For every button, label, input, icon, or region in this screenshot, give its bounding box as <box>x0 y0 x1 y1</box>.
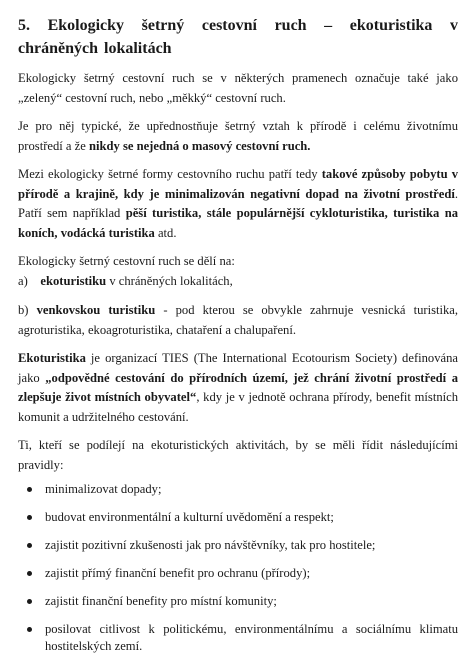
paragraph-typical <box>18 117 458 156</box>
section-heading: 5. Ekologicky šetrný cestovní ruch – ekoturistika v chráněných lokalitách <box>18 17 458 57</box>
paragraph-forms-text-2: . Patří sem například <box>18 186 458 220</box>
division-item-a-bold: ekoturistiku <box>40 273 107 288</box>
paragraph-division: Ekologicky šetrný cestovní ruch se dělí na: <box>18 254 235 268</box>
ecotourism-text-2: , kdy je v jednotě ochrana přírody, benefit místních komunit a udržitelného cestování. <box>18 390 459 424</box>
paragraph-typical-text: Je pro něj typické, že upřednostňuje šetrný vztah k přírodě i celému životnímu prostředí a že <box>18 119 458 153</box>
rules-list <box>18 481 458 655</box>
ecotourism-term: Ekoturistika <box>18 351 86 365</box>
division-item-b-text: - pod kterou se obvykle zahrnuje vesnická turistika, agroturistika, ekoagroturistika, chataření a chalupaření. <box>18 303 459 337</box>
list-item: zajistit finanční benefity pro místní komunity; <box>18 593 458 610</box>
list-item: zajistit pozitivní zkušenosti jak pro návštěvníky, tak pro hostitele; <box>18 537 458 554</box>
paragraph-forms <box>18 165 458 243</box>
division-item-a-prefix: a) <box>18 273 41 288</box>
document-page <box>18 14 458 666</box>
paragraph-forms-text-1: Mezi ekologicky šetrné formy cestovního ruchu patří tedy <box>18 167 322 181</box>
division-item-b-bold: venkovskou turistiku <box>36 303 156 317</box>
list-item: zajistit přímý finanční benefit pro ochranu (přírody); <box>18 565 458 582</box>
paragraph-typical-bold: nikdy se nejedná o masový cestovní ruch. <box>88 138 311 153</box>
ecotourism-quote: „odpovědné cestování do přírodních území, jež chrání životní prostředí a zlepšuje život místních obyvatel“ <box>18 370 458 404</box>
division-item-b <box>18 301 458 340</box>
paragraph-rules-intro: Ti, kteří se podílejí na ekoturistických aktivitách, by se měli řídit následujícími pravidly: <box>18 438 458 472</box>
division-item-a-text: v chráněných lokalitách, <box>106 273 233 288</box>
paragraph-ecotourism-definition <box>18 349 458 427</box>
list-item: budovat environmentální a kulturní uvědomění a respekt; <box>18 509 458 526</box>
paragraph-forms-text-3: atd. <box>154 225 177 240</box>
paragraph-forms-bold-2: pěší turistika, stále populárnější cykloturistika, turistika na koních, vodácká turistika <box>18 206 459 240</box>
division-item-b-prefix: b) <box>18 303 37 317</box>
paragraph-forms-bold-1: takové způsoby pobytu v přírodě a krajině, kdy je minimalizován negativní dopad na životní prostředí <box>18 167 458 201</box>
list-item: minimalizovat dopady; <box>18 481 458 498</box>
division-list <box>18 272 458 292</box>
list-item: posilovat citlivost k politickému, environmentálnímu a sociálnímu klimatu hostitelských zemí. <box>18 621 458 655</box>
ecotourism-text-1: je organizací TIES (The International Ecotourism Society) definována jako <box>18 351 458 385</box>
division-item-a <box>18 272 458 292</box>
paragraph-green-tourism: Ekologicky šetrný cestovní ruch se v některých pramenech označuje také jako „zelený“ cestovní ruch, nebo „měkký“ cestovní ruch. <box>18 71 458 105</box>
